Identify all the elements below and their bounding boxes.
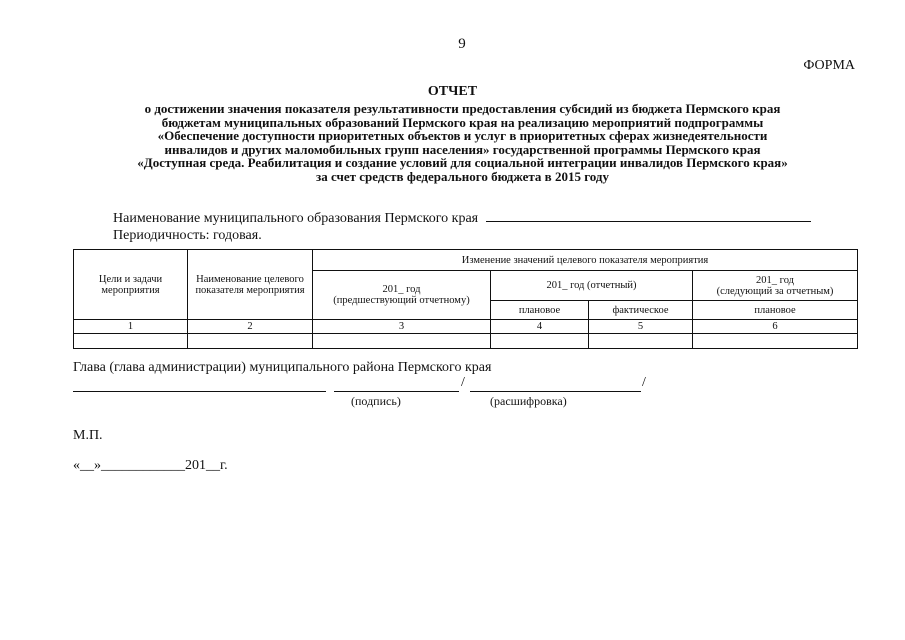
col-number: 6 <box>693 320 858 334</box>
col-goals-header: Цели и задачи мероприятия <box>74 250 188 320</box>
table-cell[interactable] <box>589 334 693 349</box>
stamp-label: М.П. <box>73 428 103 443</box>
form-label: ФОРМА <box>803 58 855 73</box>
planned-header: плановое <box>491 301 589 320</box>
table-cell[interactable] <box>491 334 589 349</box>
report-title: ОТЧЕТ <box>427 84 478 99</box>
table-row <box>74 334 858 349</box>
subtitle-line: «Обеспечение доступности приоритетных объектов и услуг в приоритетных сферах жизнедеятельности <box>157 128 768 144</box>
subtitle-line: за счет средств федерального бюджета в 2015 году <box>316 168 609 184</box>
table-cell[interactable] <box>74 334 188 349</box>
table-cell[interactable] <box>188 334 313 349</box>
table-cell[interactable] <box>693 334 858 349</box>
decode-blank-line[interactable] <box>470 390 641 392</box>
col-number: 5 <box>589 320 693 334</box>
municipality-label: Наименование муниципального образования Пермского края <box>113 211 479 226</box>
col-indicator-header: Наименование целевого показателя мероприятия <box>188 250 313 320</box>
subtitle-line: о достижении значения показателя результативности предоставления субсидий из бюджета Пермского края <box>144 101 781 116</box>
decode-caption: (расшифровка) <box>490 394 567 408</box>
report-subtitle <box>60 102 865 184</box>
indicator-table <box>73 249 858 349</box>
periodicity: Периодичность: годовая. <box>113 228 262 243</box>
col-number: 2 <box>188 320 313 334</box>
signature-caption: (подпись) <box>351 394 401 408</box>
head-label: Глава (глава администрации) муниципального района Пермского края <box>73 360 492 375</box>
subtitle-line: бюджетам муниципальных образований Пермского края на реализацию мероприятий подпрограммы <box>161 114 764 130</box>
prev-year-label: 201_ год <box>382 284 421 295</box>
col-number: 3 <box>313 320 491 334</box>
municipality-row <box>113 207 811 227</box>
signature-blank-line[interactable] <box>334 390 459 392</box>
date-line: «__»____________201__г. <box>73 458 228 473</box>
col-number: 1 <box>74 320 188 334</box>
separator-slash: / <box>461 375 465 390</box>
next-year-label: 201_ год <box>756 274 794 286</box>
report-year-header: 201_ год (отчетный) <box>491 271 693 301</box>
next-year-note: (следующий за отчетным) <box>716 285 834 297</box>
group-header: Изменение значений целевого показателя мероприятия <box>313 250 858 271</box>
subtitle-line: «Доступная среда. Реабилитация и создание условий для социальной интеграции инвалидов Пермского края» <box>137 155 788 171</box>
separator-slash: / <box>642 375 646 390</box>
actual-header: фактическое <box>589 301 693 320</box>
municipality-blank-line[interactable] <box>486 207 811 222</box>
next-year-header <box>693 271 858 301</box>
table-cell[interactable] <box>313 334 491 349</box>
prev-year-header <box>313 271 491 320</box>
planned-next-header: плановое <box>693 301 858 320</box>
position-blank-line[interactable] <box>73 390 326 392</box>
subtitle-line: инвалидов и других маломобильных групп населения» государственной программы Пермского края <box>164 141 761 157</box>
page-number: 9 <box>458 36 466 52</box>
col-number: 4 <box>491 320 589 334</box>
prev-year-note: (предшествующий отчетному) <box>333 295 470 306</box>
